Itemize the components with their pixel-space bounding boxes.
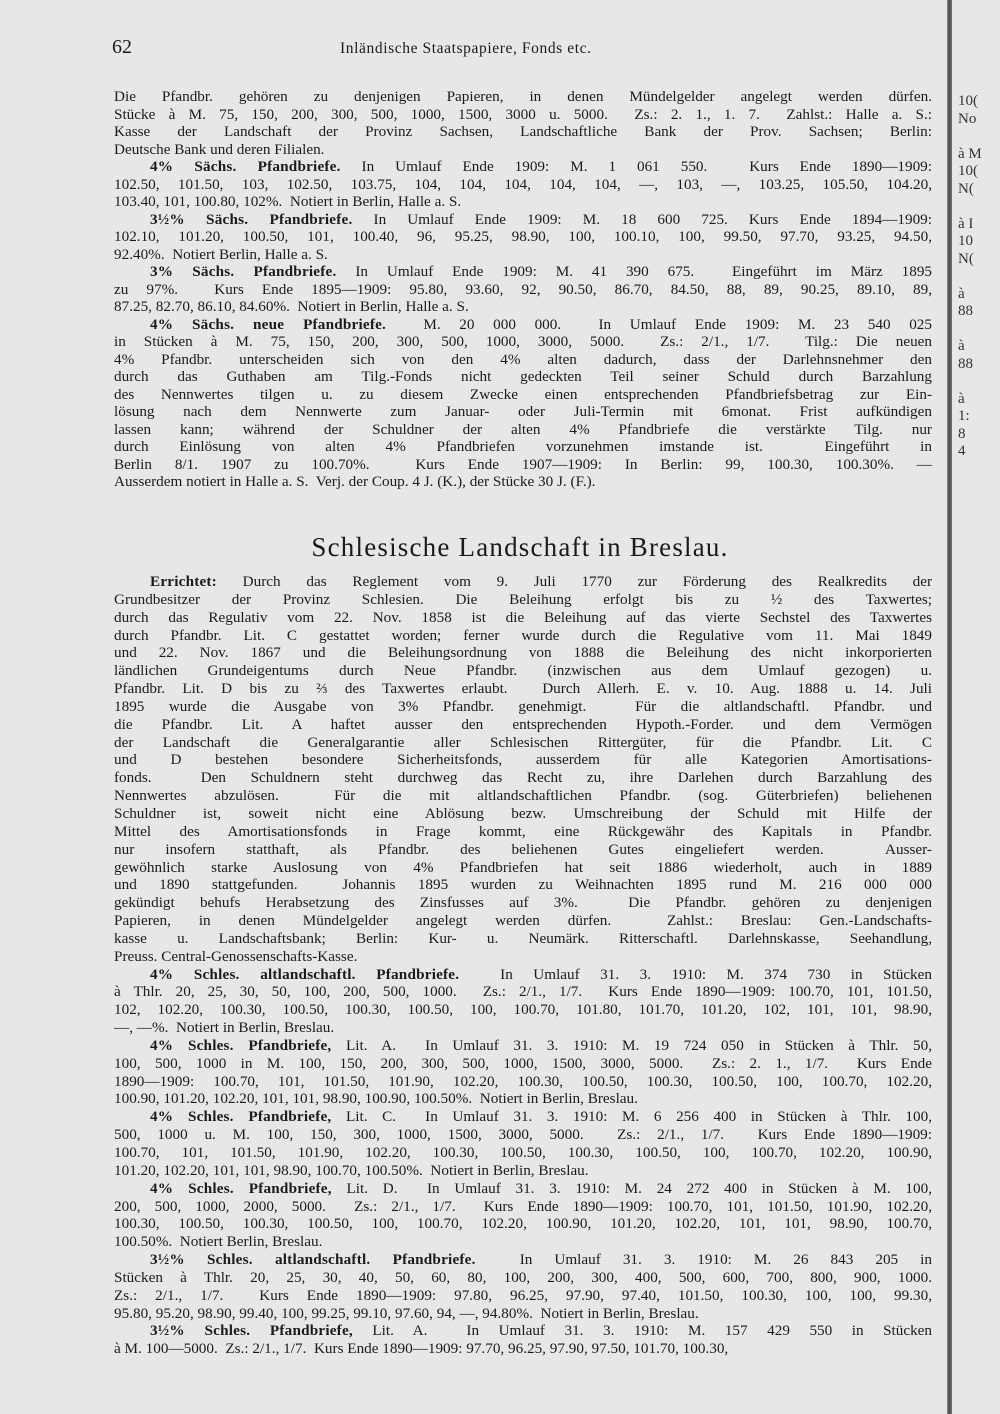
line-text: 100, 500, 1000 in M. 100, 150, 200, 300, 500, 1000, 1500, 3000, 5000. Zs.: 2. 1., 1/7. Kurs Ende — [114, 1054, 932, 1072]
paragraph — [114, 263, 932, 316]
paragraph — [114, 1037, 932, 1108]
line-text: die Pfandbr. Lit. A haftet ausser den entsprechenden Hypoth.-Forder. und dem Vermögen — [114, 715, 932, 733]
line-text: —, —%. Notiert in Berlin, Breslau. — [114, 1019, 335, 1037]
line-text: kasse u. Landschaftsbank; Berlin: Kur- u. Neumärk. Ritterschaftl. Darlehnskasse, Seehandlung, — [114, 929, 932, 947]
line-text: Nennwertes abzulösen. Für die mit altlandschaftlichen Pfandbr. (sog. Güterbriefen) beliehenen — [114, 787, 932, 805]
line-text: 1890—1909: 100.70, 101, 101.50, 101.90, 102.20, 100.30, 100.50, 100.30, 100.50, 100, 100.70, 102.20, — [114, 1072, 932, 1090]
text-line — [114, 228, 932, 246]
saxon-pfandbriefe-section — [114, 88, 932, 491]
text-line — [114, 662, 932, 680]
line-text: Preuss. Central-Genossenschafts-Kasse. — [114, 947, 358, 965]
entry-heading: 3% Sächs. Pfandbriefe. — [150, 263, 337, 280]
line-text: 100.30, 100.50, 100.30, 100.50, 100, 100.70, 102.20, 100.90, 101.20, 102.20, 101, 101, 98.90, 100.70, — [114, 1215, 932, 1233]
paragraph — [114, 316, 932, 491]
text-line — [114, 263, 932, 281]
entry-heading: 4% Sächs. Pfandbriefe. — [150, 158, 341, 175]
text-line — [114, 1305, 932, 1323]
line-text: Die Pfandbr. gehören zu denjenigen Papieren, in denen Mündelgelder angelegt werden dürfen. — [114, 88, 932, 105]
text-line — [114, 841, 932, 859]
text-line — [114, 1144, 932, 1162]
text-line — [114, 421, 932, 439]
text-line — [114, 698, 932, 716]
line-text: und D bestehen besondere Sicherheitsfonds, ausserdem für alle Kategorien Amortisations- — [114, 751, 932, 769]
line-text: lösung nach dem Nennwerte zum Januar- oder Juli-Termin mit 6monat. Frist aufkündigen — [114, 403, 932, 420]
paragraph — [114, 1108, 932, 1179]
text-line — [114, 591, 932, 609]
text-line — [114, 769, 932, 787]
line-text: Ausserdem notiert in Halle a. S. Verj. der Coup. 4 J. (K.), der Stücke 30 J. (F.). — [114, 473, 596, 490]
text-line — [114, 438, 932, 456]
line-text: 92.40%. Notiert Berlin, Halle a. S. — [114, 245, 328, 263]
text-line — [114, 1073, 932, 1091]
line-text: 100.70, 101, 101.50, 101.90, 102.20, 100.30, 100.50, 100.30, 100.50, 100, 100.70, 102.20, 100.90, — [114, 1144, 932, 1161]
line-text: Papieren, in denen Mündelgelder angelegt werden dürfen. Zahlst.: Breslau: Gen.-Landschafts- — [114, 912, 932, 930]
line-text: gekündigt behufs Herabsetzung des Zinsfusses auf 3%. Die Pfandbr. gehören zu denjenigen — [114, 894, 932, 912]
line-text: Lit. A. In Umlauf 31. 3. 1910: M. 157 429 550 in Stücken — [352, 1322, 932, 1340]
paragraph — [114, 1180, 932, 1251]
line-text: Lit. C. In Umlauf 31. 3. 1910: M. 6 256 400 in Stücken à Thlr. 100, — [331, 1108, 932, 1126]
text-line — [114, 1215, 932, 1233]
entry-heading: 4% Sächs. neue Pfandbriefe. — [150, 315, 387, 333]
text-line — [114, 403, 932, 421]
text-line — [114, 1287, 932, 1305]
text-line — [114, 983, 932, 1001]
text-line — [114, 1108, 932, 1126]
text-line — [114, 1251, 932, 1269]
line-text: und 1890 stattgefunden. Johannis 1895 wurden zu Weihnachten 1895 rund M. 216 000 000 — [114, 876, 932, 894]
line-text: In Umlauf Ende 1909: M. 1 061 550. Kurs Ende 1890—1909: — [340, 158, 932, 175]
paragraph — [114, 573, 932, 966]
line-text: 4% Pfandbr. unterscheiden sich von den 4% alten dadurch, dass der Darlehnsnehmer den — [114, 350, 932, 368]
line-text: 100.50%. Notiert Berlin, Breslau. — [114, 1233, 323, 1251]
entry-heading: 3½% Schles. Pfandbriefe, — [150, 1322, 353, 1340]
text-line — [114, 456, 932, 474]
line-text: 102.50, 101.50, 103, 102.50, 103.75, 104, 104, 104, 104, 104, —, 103, —, 103.25, 105.50, 104.20, — [114, 175, 932, 193]
page-number: 62 — [112, 36, 132, 58]
line-text: Grundbesitzer der Provinz Schlesien. Die Beleihung erfolgt bis zu ½ des Taxwertes; — [114, 590, 932, 608]
paragraph — [114, 1251, 932, 1322]
entry-heading: 3½% Schles. altlandschaftl. Pfandbriefe. — [150, 1251, 476, 1269]
text-line — [114, 193, 932, 211]
line-text: In Umlauf Ende 1909: M. 41 390 675. Eingeführt im März 1895 — [336, 263, 932, 280]
line-text: Lit. A. In Umlauf 31. 3. 1910: M. 19 724 050 in Stücken à Thlr. 50, — [331, 1036, 932, 1054]
paragraph — [114, 158, 932, 211]
text-line — [114, 1233, 932, 1251]
line-text: des Nennwertes tilgen u. zu diesem Zwecke einen entsprechenden Pfandbriefsbetrag zur Ein- — [114, 385, 932, 403]
schlesische-landschaft-section — [114, 573, 932, 1358]
line-text: Berlin 8/1. 1907 zu 100.70%. Kurs Ende 1907—1909: In Berlin: 99, 100.30, 100.30%. — — [114, 455, 932, 473]
text-line — [114, 123, 932, 141]
line-text: durch das Guthaben am Tilg.-Fonds nicht gedeckten Teil seiner Schuld durch Barzahlung — [114, 368, 932, 385]
line-text: Stücke à M. 75, 150, 200, 300, 500, 1000, 1500, 3000 u. 5000. Zs.: 2. 1., 1. 7. Zahlst.: Halle a. S.: — [114, 105, 932, 123]
paragraph — [114, 966, 932, 1037]
entry-heading: 4% Schles. altlandschaftl. Pfandbriefe. — [150, 965, 460, 983]
text-line — [114, 734, 932, 752]
line-text: à M. 100—5000. Zs.: 2/1., 1/7. Kurs Ende 1890—1909: 97.70, 96.25, 97.90, 97.50, 101.70, 100.30, — [114, 1340, 729, 1358]
text-line — [114, 176, 932, 194]
text-line — [114, 281, 932, 299]
text-line — [114, 644, 932, 662]
line-text: durch Pfandbr. Lit. C gestattet worden; ferner wurde durch die Regulative vom 11. Mai 1849 — [114, 626, 932, 644]
line-text: durch Einlösung von alten 4% Pfandbriefen vorzunehmen imstande ist. Eingeführt in — [114, 438, 932, 455]
line-text: der Landschaft die Generalgarantie aller Schlesischen Rittergüter, für die Pfandbr. Lit. C — [114, 733, 932, 751]
text-line — [114, 859, 932, 877]
text-line — [114, 573, 932, 591]
text-line — [114, 966, 932, 984]
line-text: in Stücken à M. 75, 150, 200, 300, 500, 1000, 3000, 5000. Zs.: 2/1., 1/7. Tilg.: Die neuen — [114, 333, 932, 350]
paragraph — [114, 88, 932, 158]
entry-heading: 4% Schles. Pfandbriefe, — [150, 1036, 332, 1054]
text-line — [114, 351, 932, 369]
text-line — [114, 1180, 932, 1198]
line-text: In Umlauf 31. 3. 1910: M. 374 730 in Stücken — [459, 965, 932, 983]
line-text: Stücken à Thlr. 20, 25, 30, 40, 50, 60, 80, 100, 200, 300, 400, 500, 600, 700, 800, 900, 1000. — [114, 1268, 932, 1286]
text-line — [114, 1322, 932, 1340]
entry-heading: 4% Schles. Pfandbriefe, — [150, 1179, 332, 1197]
section-title: Schlesische Landschaft in Breslau. — [311, 532, 729, 562]
line-text: zu 97%. Kurs Ende 1895—1909: 95.80, 93.60, 92, 90.50, 86.70, 84.50, 88, 89, 90.25, 89.10, 89, — [114, 280, 932, 298]
line-text: 1895 wurde die Ausgabe von 3% Pfandbr. genehmigt. Für die altlandschaftl. Pfandbr. und — [114, 697, 932, 715]
text-line — [114, 316, 932, 334]
line-text: gewöhnlich starke Auslosung von 4% Pfandbriefen hat seit 1886 wiederholt, auch in 1889 — [114, 858, 932, 876]
line-text: 200, 500, 1000, 2000, 5000. Zs.: 2/1., 1/7. Kurs Ende 1890—1909: 100.70, 101, 101.50, 101.90, 102.20, — [114, 1197, 932, 1215]
text-line — [114, 1090, 932, 1108]
line-text: 87.25, 82.70, 86.10, 84.60%. Notiert in Berlin, Halle a. S. — [114, 298, 469, 315]
line-text: In Umlauf 31. 3. 1910: M. 26 843 205 in — [475, 1251, 932, 1269]
text-line — [114, 368, 932, 386]
text-line — [114, 1198, 932, 1216]
line-text: Durch das Reglement vom 9. Juli 1770 zur Förderung des Realkredits der — [216, 573, 932, 590]
text-line — [114, 158, 932, 176]
line-text: 95.80, 95.20, 98.90, 99.40, 100, 99.25, 99.10, 97.60, 94, —, 94.80%. Notiert in Berlin, Breslau. — [114, 1304, 699, 1322]
line-text: durch das Regulativ vom 22. Nov. 1858 ist die Beleihung auf das vierte Sechstel des Taxwertes — [114, 608, 932, 626]
text-line — [114, 876, 932, 894]
next-page-fragments: 10( No à M 10( N( à I 10 N( à 88 à 88 à 1: 8 4 — [958, 93, 982, 459]
text-line — [114, 1162, 932, 1180]
line-text: Deutsche Bank und deren Filialen. — [114, 140, 325, 158]
line-text: 102.10, 101.20, 100.50, 101, 100.40, 96, 95.25, 98.90, 100, 100.10, 100, 99.50, 97.70, 93.25, 94.50, — [114, 228, 932, 245]
text-line — [114, 106, 932, 124]
entry-heading: Errichtet: — [150, 573, 217, 590]
text-line — [114, 930, 932, 948]
text-line — [114, 1055, 932, 1073]
line-text: nur insofern statthaft, als Pfandbr. des beliehenen Gutes eingeliefert werden. Ausser- — [114, 840, 932, 858]
text-line — [114, 1019, 932, 1037]
text-line — [114, 680, 932, 698]
line-text: Lit. D. In Umlauf 31. 3. 1910: M. 24 272 400 in Stücken à M. 100, — [331, 1179, 932, 1197]
text-line — [114, 751, 932, 769]
text-line — [114, 298, 932, 316]
line-text: Mittel des Amortisationsfonds in Frage kommt, eine Rückgewähr des Kapitals in Pfandbr. — [114, 822, 932, 840]
text-line — [114, 246, 932, 264]
text-line — [114, 912, 932, 930]
text-line — [114, 1001, 932, 1019]
entry-heading: 3½% Sächs. Pfandbriefe. — [150, 210, 353, 228]
line-text: M. 20 000 000. In Umlauf Ende 1909: M. 23 540 025 — [386, 315, 932, 333]
text-line — [114, 823, 932, 841]
text-line — [114, 1126, 932, 1144]
line-text: 102, 102.20, 100.30, 100.50, 100.30, 100.50, 100, 100.70, 101.80, 101.70, 101.20, 102, 101, 101, 98.90, — [114, 1001, 932, 1019]
page-gutter — [947, 0, 952, 1414]
line-text: 100.90, 101.20, 102.20, 101, 101, 98.90, 100.90, 100.50%. Notiert in Berlin, Breslau. — [114, 1090, 638, 1108]
text-line — [114, 716, 932, 734]
text-line — [114, 1340, 932, 1358]
paragraph — [114, 211, 932, 264]
entry-heading: 4% Schles. Pfandbriefe, — [150, 1108, 332, 1126]
line-text: 101.20, 102.20, 101, 101, 98.90, 100.70, 100.50%. Notiert in Berlin, Breslau. — [114, 1161, 589, 1179]
text-line — [114, 141, 932, 159]
line-text: Kasse der Landschaft der Provinz Sachsen, Landschaftliche Bank der Prov. Sachsen; Berlin: — [114, 123, 932, 140]
text-line — [114, 211, 932, 229]
text-line — [114, 948, 932, 966]
text-line — [114, 787, 932, 805]
text-line — [114, 805, 932, 823]
line-text: Pfandbr. Lit. D bis zu ⅔ des Taxwertes erlaubt. Durch Allerh. E. v. 10. Aug. 1888 u. 14. Juli — [114, 680, 932, 698]
text-line — [114, 609, 932, 627]
line-text: 103.40, 101, 100.80, 102%. Notiert in Berlin, Halle a. S. — [114, 193, 462, 210]
line-text: lassen kann; während der Schuldner der alten 4% Pfandbriefe die verstärkte Tilg. nur — [114, 420, 932, 438]
line-text: 500, 1000 u. M. 100, 150, 300, 1000, 1500, 3000, 5000. Zs.: 2/1., 1/7. Kurs Ende 1890—1909: — [114, 1126, 932, 1144]
text-line — [114, 333, 932, 351]
text-line — [114, 1269, 932, 1287]
line-text: Schuldner ist, soweit nicht eine Ablösung bezw. Umschreibung der Schuld mit Hilfe der — [114, 804, 932, 822]
line-text: In Umlauf Ende 1909: M. 18 600 725. Kurs Ende 1894—1909: — [352, 210, 932, 228]
line-text: Zs.: 2/1., 1/7. Kurs Ende 1890—1909: 97.80, 96.25, 97.90, 97.40, 101.50, 100.30, 100, 100, 99.30, — [114, 1286, 932, 1304]
line-text: à Thlr. 20, 25, 30, 50, 100, 200, 500, 1000. Zs.: 2/1., 1/7. Kurs Ende 1890—1909: 100.70, 101, 101.50, — [114, 983, 932, 1001]
text-line — [114, 1037, 932, 1055]
line-text: und 22. Nov. 1867 und die Beleihungsordnung von 1888 die Beleihung des nicht inkorporierten — [114, 644, 932, 662]
paragraph — [114, 1322, 932, 1358]
text-line — [114, 894, 932, 912]
running-head: Inländische Staatspapiere, Fonds etc. — [340, 40, 592, 57]
text-line — [114, 627, 932, 645]
line-text: ländlichen Grundeigentums durch Neue Pfandbr. (inzwischen aus dem Umlauf gezogen) u. — [114, 662, 932, 680]
text-line — [114, 88, 932, 106]
text-line — [114, 473, 932, 491]
text-line — [114, 386, 932, 404]
line-text: fonds. Den Schuldnern steht durchweg das Recht zu, ihre Darlehen durch Barzahlung des — [114, 769, 932, 787]
